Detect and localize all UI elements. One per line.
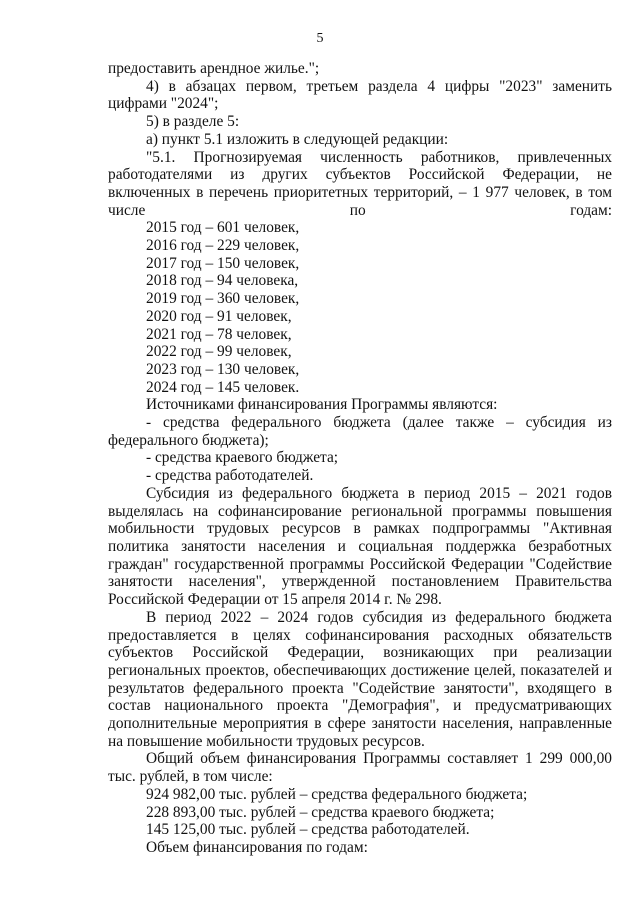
paragraph: 145 125,00 тыс. рублей – средства работодателей. <box>146 821 470 839</box>
paragraph: - средства федерального бюджета (далее также – субсидия из федерального бюджета); <box>108 414 612 449</box>
paragraph: Субсидия из федерального бюджета в период 2015 – 2021 годов выделялась на софинансирование региональной программы повышения мобильности трудовых ресурсов в рамках подпрограммы "Активная политика занятости населения и социальная поддержка безработных граждан" государственной программы Российской Федерации "Содействие занятости населения", утвержденной постановлением Правительства Российской Федерации от 15 апреля 2014 г. № 298. <box>108 484 612 609</box>
paragraph: 5) в разделе 5: <box>146 113 240 131</box>
paragraph: 228 893,00 тыс. рублей – средства краевого бюджета; <box>146 803 495 821</box>
paragraph: предоставить арендное жилье."; <box>108 60 320 77</box>
paragraph: 2019 год – 360 человек, <box>146 290 300 308</box>
body-text <box>108 60 612 857</box>
paragraph: 2021 год – 78 человек, <box>146 325 292 343</box>
paragraph: 2017 год – 150 человек, <box>146 254 300 272</box>
paragraph: 2020 год – 91 человек, <box>146 307 292 325</box>
paragraph: 924 982,00 тыс. рублей – средства федерального бюджета; <box>146 785 528 803</box>
paragraph: Объем финансирования по годам: <box>146 838 368 856</box>
paragraph: В период 2022 – 2024 годов субсидия из федерального бюджета предоставляется в целях софинансирования расходных обязательств субъектов Российской Федерации, возникающих при реализации региональных проектов, обеспечивающих достижение целей, показателей и результатов федерального проекта "Содействие занятости", входящего в состав национального проекта "Демография", и предусматривающих дополнительные мероприятия в сфере занятости населения, направленные на повышение мобильности трудовых ресурсов. <box>108 608 612 750</box>
paragraph: 2023 год – 130 человек, <box>146 360 300 378</box>
paragraph: 2024 год – 145 человек. <box>146 378 300 396</box>
paragraph: Источниками финансирования Программы являются: <box>146 396 498 414</box>
paragraph: 2022 год – 99 человек, <box>146 343 292 361</box>
paragraph: 2015 год – 601 человек, <box>146 219 300 237</box>
paragraph: а) пункт 5.1 изложить в следующей редакции: <box>146 130 449 148</box>
paragraph: - средства краевого бюджета; <box>146 449 339 467</box>
paragraph: - средства работодателей. <box>146 467 314 485</box>
paragraph: Общий объем финансирования Программы составляет 1 299 000,00 тыс. рублей, в том числе: <box>108 750 612 786</box>
paragraph: 4) в абзацах первом, третьем раздела 4 цифры "2023" заменить цифрами "2024"; <box>108 77 612 113</box>
paragraph: "5.1. Прогнозируемая численность работников, привлеченных работодателями из других субъектов Российской Федерации, не включенных в перечень приоритетных территорий, – 1 977 человек, в том числе по годам: <box>108 148 612 219</box>
paragraph: 2018 год – 94 человека, <box>146 272 299 290</box>
page-number: 5 <box>316 31 324 46</box>
paragraph: 2016 год – 229 человек, <box>146 237 300 255</box>
